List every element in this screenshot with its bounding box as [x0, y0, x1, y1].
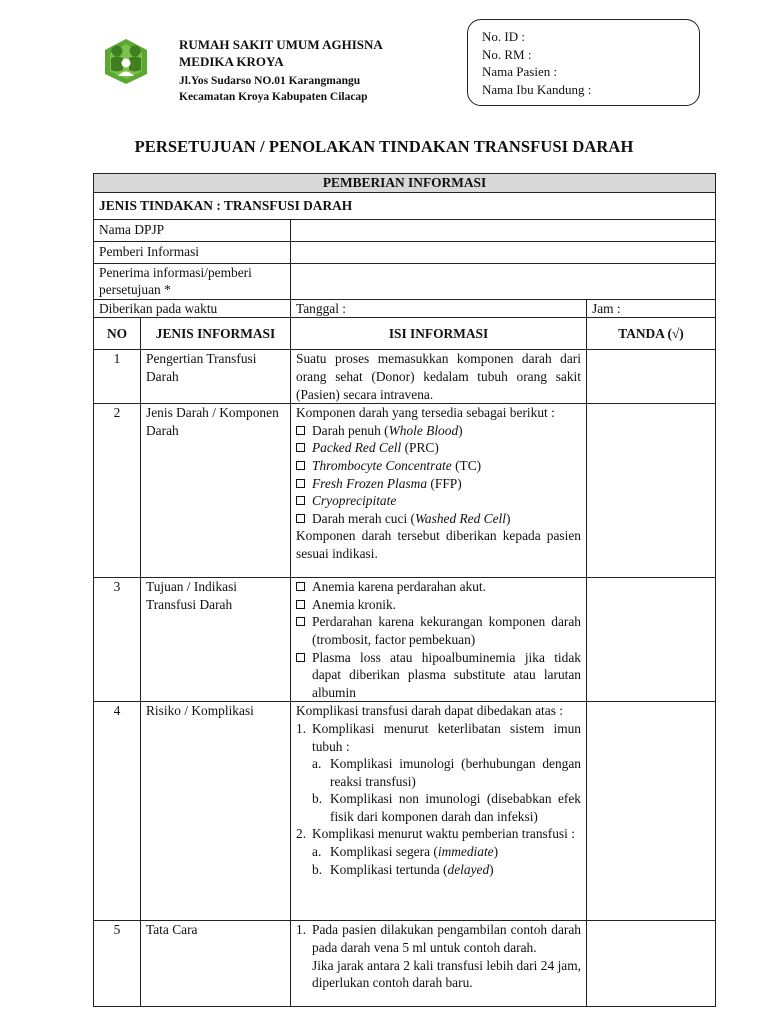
list-item: Anemia kronik. [296, 596, 581, 614]
list-item: Plasma loss atau hipoalbuminemia jika tidak dapat diberikan plasma substitute atau larutan albumin [296, 649, 581, 702]
row-info-content: Suatu proses memasukkan komponen darah dari orang sehat (Donor) kedalam tubuh orang sakit (Pasien) secara intravena. [291, 350, 587, 404]
numbered-item: 1. Pada pasien dilakukan pengambilan contoh darah pada darah vena 5 ml untuk contoh darah. [296, 922, 581, 955]
row-mark-cell[interactable] [587, 921, 716, 1007]
content-note: Jika jarak antara 2 kali transfusi lebih dari 24 jam, diperlukan contoh darah baru. [312, 957, 581, 991]
table-row [94, 702, 716, 921]
content-intro: Komponen darah yang tersedia sebagai berikut : [296, 405, 555, 421]
row-number: 4 [94, 702, 141, 921]
hospital-address-line2: Kecamatan Kroya Kabupaten Cilacap [179, 91, 368, 103]
checkbox-icon [296, 443, 305, 452]
given-at-label: Diberikan pada waktu [94, 299, 291, 318]
checkbox-icon [296, 426, 305, 435]
content-intro: Komplikasi transfusi darah dapat dibedakan atas : [296, 703, 563, 719]
informer-label: Pemberi Informasi [94, 241, 291, 263]
checkbox-icon [296, 600, 305, 609]
checkbox-icon [296, 514, 305, 523]
lettered-item: a. Komplikasi imunologi (berhubungan dengan reaksi transfusi) [312, 756, 581, 789]
list-item: Darah penuh (Whole Blood) [296, 422, 581, 440]
receiver-label: Penerima informasi/pemberi persetujuan * [94, 263, 291, 299]
row-number: 1 [94, 350, 141, 404]
lettered-item: b. Komplikasi tertunda (delayed) [312, 861, 494, 877]
row-info-content [291, 404, 587, 578]
consent-form-table [93, 173, 716, 1007]
list-item: Thrombocyte Concentrate (TC) [296, 457, 581, 475]
checkbox-icon [296, 653, 305, 662]
content-outro: Komponen darah tersebut diberikan kepada pasien sesuai indikasi. [296, 528, 581, 561]
hospital-name-line1: RUMAH SAKIT UMUM AGHISNA [179, 37, 383, 52]
list-item: Fresh Frozen Plasma (FFP) [296, 475, 581, 493]
receiver-field[interactable] [291, 263, 716, 299]
informer-field[interactable] [291, 241, 716, 263]
row-info-type: Tujuan / Indikasi Transfusi Darah [141, 578, 291, 702]
row-info-type: Jenis Darah / Komponen Darah [141, 404, 291, 578]
hospital-name-line2: MEDIKA KROYA [179, 54, 284, 69]
row-info-content [291, 578, 587, 702]
patient-id-label: No. ID : [482, 29, 525, 44]
lettered-item: b. Komplikasi non imunologi (disebabkan efek fisik dari komponen darah dan infeksi) [312, 791, 581, 824]
list-item: Anemia karena perdarahan akut. [296, 578, 581, 596]
section-title: PEMBERIAN INFORMASI [94, 174, 716, 193]
row-number: 3 [94, 578, 141, 702]
list-item: Darah merah cuci (Washed Red Cell) [296, 510, 581, 528]
mother-name-label: Nama Ibu Kandung : [482, 81, 592, 97]
checkbox-icon [296, 496, 305, 505]
action-type: JENIS TINDAKAN : TRANSFUSI DARAH [94, 192, 716, 219]
row-info-type: Risiko / Komplikasi [141, 702, 291, 921]
list-item: Cryoprecipitate [296, 492, 581, 510]
hospital-identity [179, 36, 383, 105]
table-row [94, 578, 716, 702]
patient-name-label: Nama Pasien : [482, 64, 558, 79]
row-info-content [291, 702, 587, 921]
checkbox-icon [296, 479, 305, 488]
list-item: Packed Red Cell (PRC) [296, 439, 581, 457]
row-mark-cell[interactable] [587, 702, 716, 921]
row-info-content [291, 921, 587, 1007]
row-info-type: Tata Cara [141, 921, 291, 1007]
numbered-item: 2. Komplikasi menurut waktu pemberian transfusi : [296, 826, 575, 842]
table-row [94, 404, 716, 578]
hospital-logo-icon [101, 36, 151, 86]
row-mark-cell[interactable] [587, 404, 716, 578]
lettered-item: a. Komplikasi segera (immediate) [312, 844, 499, 860]
time-field[interactable]: Jam : [587, 299, 716, 318]
col-header-content: ISI INFORMASI [291, 318, 587, 350]
medical-record-label: No. RM : [482, 46, 532, 62]
dpjp-label: Nama DPJP [94, 219, 291, 241]
table-row [94, 350, 716, 404]
row-info-type: Pengertian Transfusi Darah [141, 350, 291, 404]
row-number: 2 [94, 404, 141, 578]
patient-id-box [467, 19, 700, 106]
row-mark-cell[interactable] [587, 578, 716, 702]
checkbox-icon [296, 461, 305, 470]
dpjp-field[interactable] [291, 219, 716, 241]
checkbox-icon [296, 617, 305, 626]
date-field[interactable]: Tanggal : [291, 299, 587, 318]
numbered-item: 1. Komplikasi menurut keterlibatan sistem imun tubuh : [296, 720, 581, 754]
list-item: Perdarahan karena kekurangan komponen darah (trombosit, factor pembekuan) [296, 613, 581, 648]
table-row [94, 921, 716, 1007]
col-header-no: NO [94, 318, 141, 350]
col-header-mark: TANDA (√) [587, 318, 716, 350]
row-number: 5 [94, 921, 141, 1007]
checkbox-icon [296, 582, 305, 591]
hospital-address-line1: Jl.Yos Sudarso NO.01 Karangmangu [179, 75, 361, 87]
row-mark-cell[interactable] [587, 350, 716, 404]
document-title: PERSETUJUAN / PENOLAKAN TINDAKAN TRANSFUSI DARAH [134, 137, 634, 156]
col-header-type: JENIS INFORMASI [141, 318, 291, 350]
